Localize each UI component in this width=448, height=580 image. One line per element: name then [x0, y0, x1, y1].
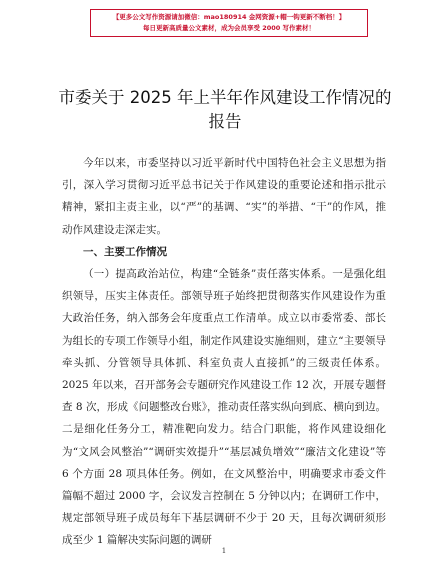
banner-line-1: 【更多公文写作资源请加微信：mao180914 金网资源+帽一钩更新不断档！】 — [112, 13, 346, 21]
section-heading: 一、主要工作情况 — [83, 245, 167, 258]
section-paragraph: （一）提高政治站位，构建“全链条”责任落实体系。一是强化组织领导，压实主体责任。部领导班子始终把贯彻落实作风建设作为重大政治任务，纳入部务会年度重点工作清单。成立以市委常委、部长为组长的专项工作领导小组，制定作风建设实施细则，建立“主要领导牵头抓、分管领导具体抓、科室负责人直接抓”的三级责任体系。2025 年以来，召开部务会专题研究作风建设工作 12 次，开展专题督查 8 次，形成《问题整改台账》，推动责任落实纵向到底、横向到边。二是细化任务分工，精准靶向发力。结合门职能，将作风建设细化为“文风会风整治”“调研实效提升”“基层减负增效”“廉洁文化建设”等 6 个方面 28 项具体任务。例如，在文风整治中，明确要求市委文件篇幅不超过 2000 字，会议发言控制在 5 分钟以内；在调研工作中，规定部领导班子成员每年下基层调研不少于 20 天，且每次调研须形成至少 1 篇解决实际问题的调研 — [62, 268, 386, 547]
intro-paragraph: 今年以来，市委坚持以习近平新时代中国特色社会主义思想为指引，深入学习贯彻习近平总书记关于作风建设的重要论述和指示批示精神，紧扣主责主业，以“严”的基调、“实”的举措、“干”的作风，推动作风建设走深走实。 — [62, 157, 386, 236]
promo-banner — [90, 9, 368, 37]
banner-line-2: 每日更新高质量公文素材，成为会员享受 2000 写作素材！ — [142, 24, 316, 32]
page-number: 1 — [221, 547, 227, 555]
document-body — [62, 152, 386, 552]
document-title: 市委关于 2025 年上半年作风建设工作情况的报告 — [58, 88, 392, 131]
